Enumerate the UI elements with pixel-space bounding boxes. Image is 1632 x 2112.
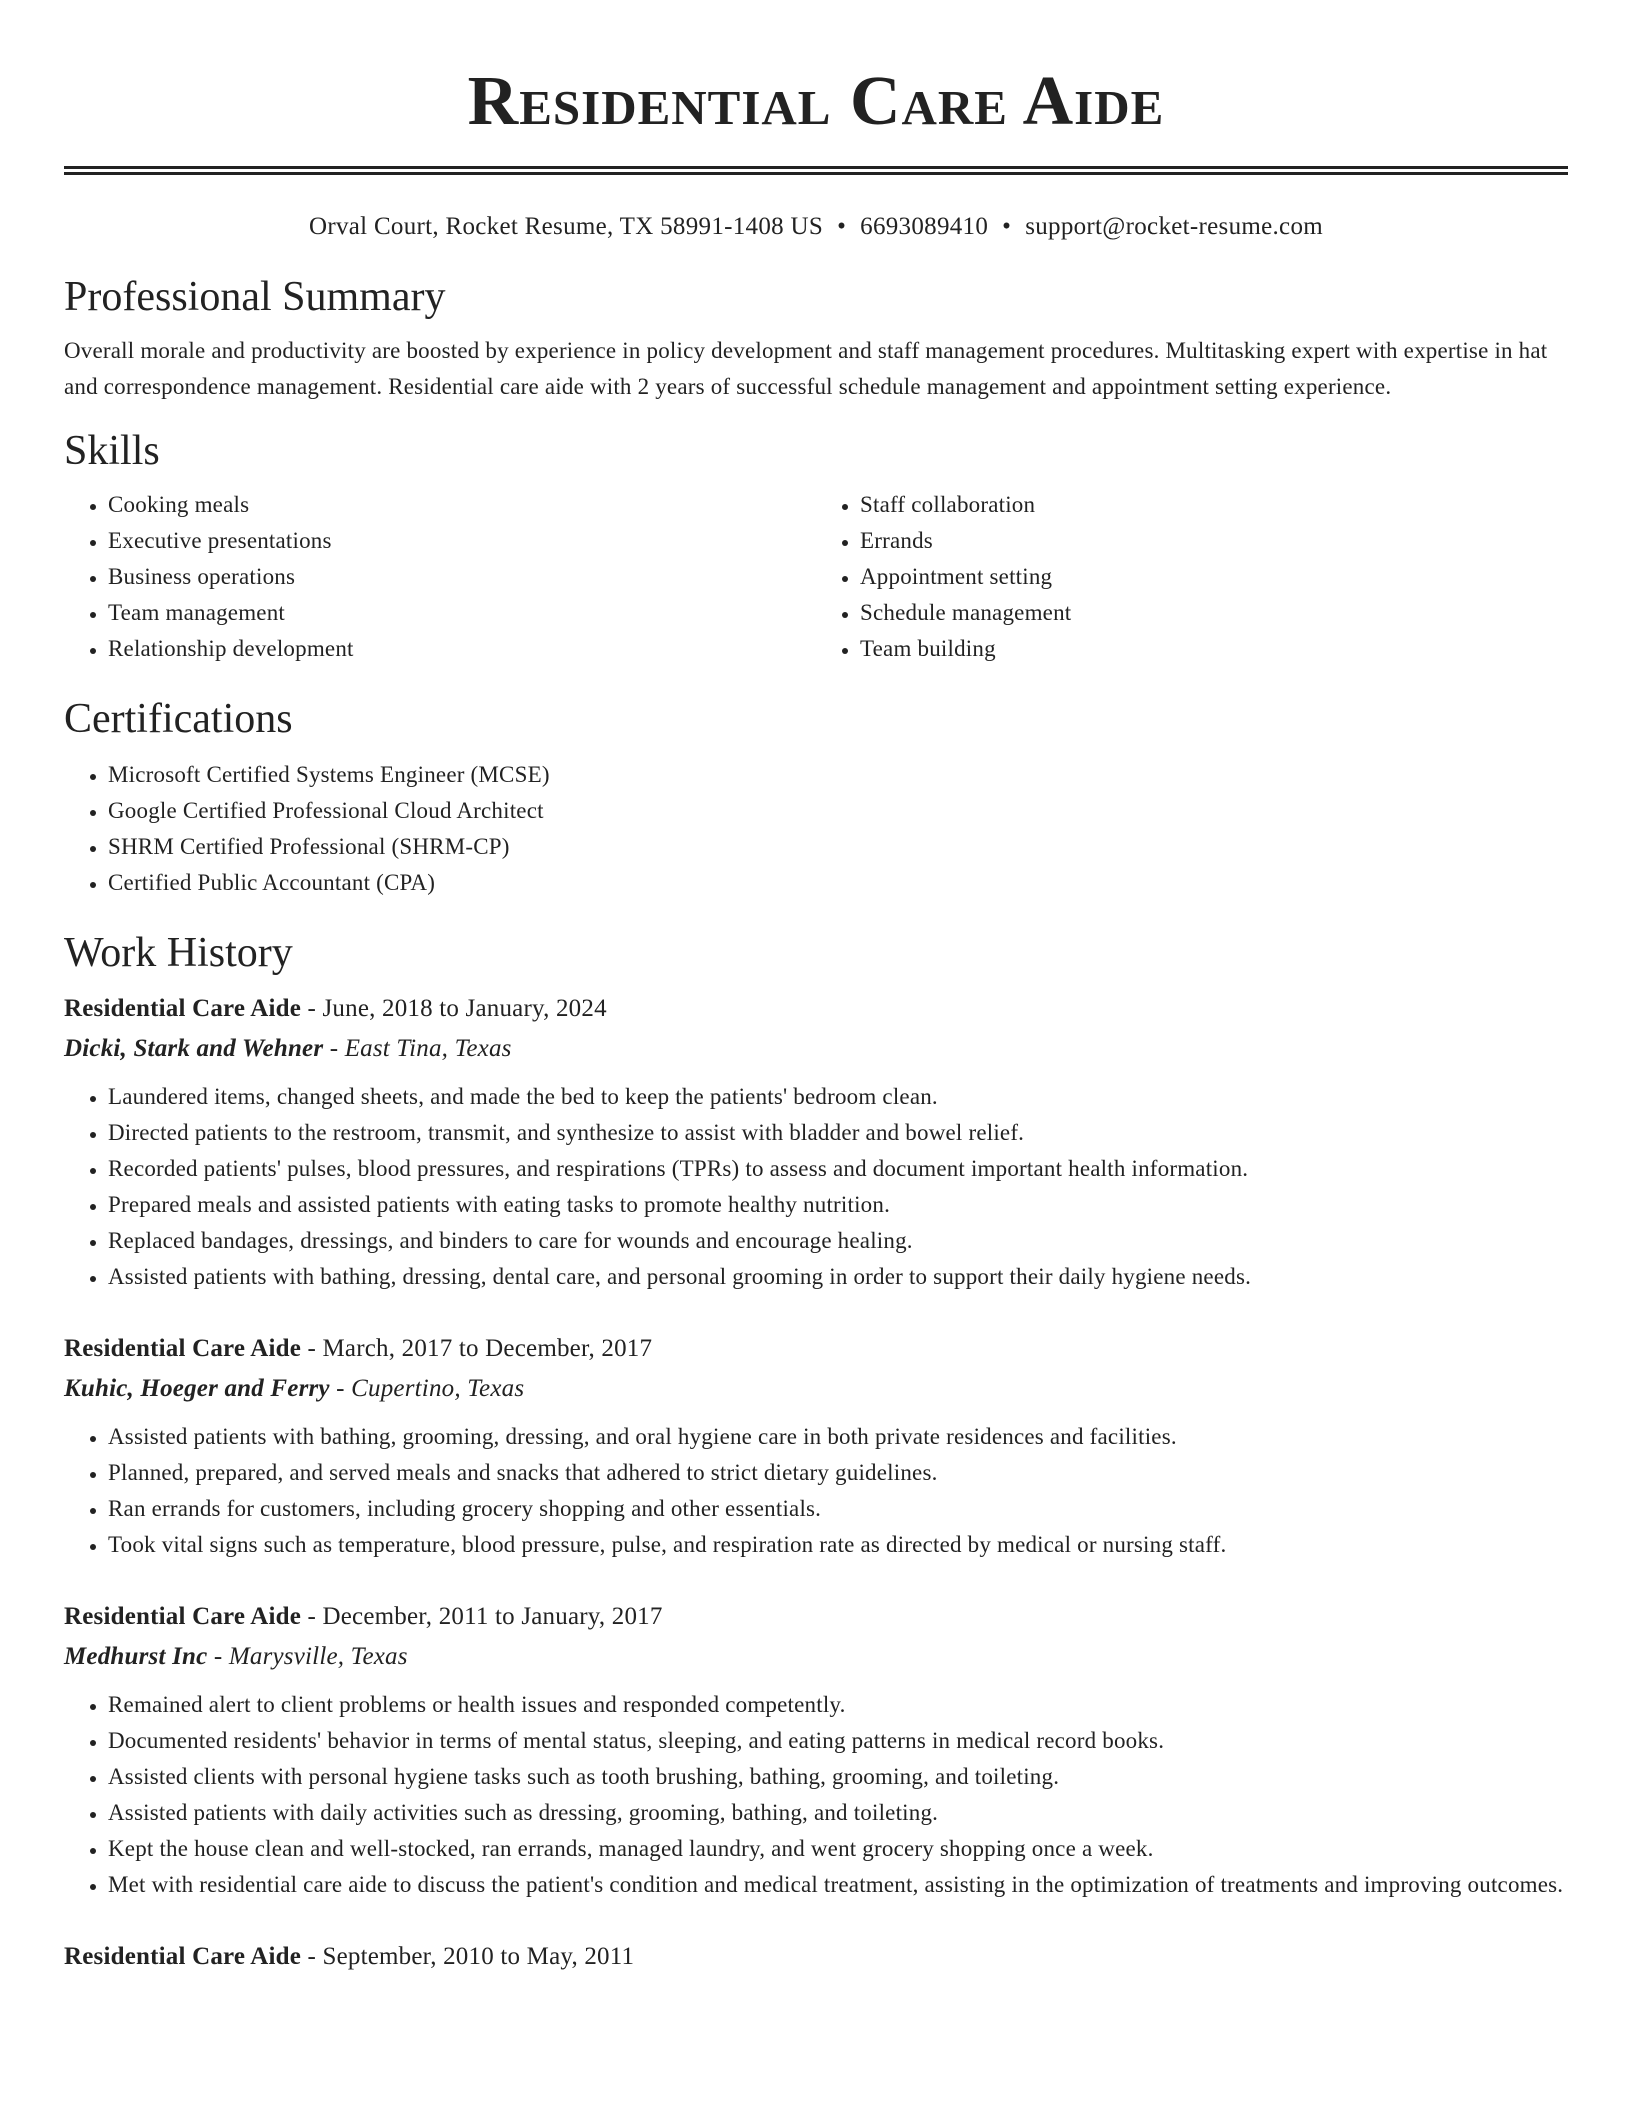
job-role: Residential Care Aide <box>64 1335 302 1362</box>
job-duty: • Replaced bandages, dressings, and binders to care for wounds and encourage healing. <box>108 1223 1568 1259</box>
skill-item: • Errands <box>860 523 1568 559</box>
skills-grid <box>64 487 1568 667</box>
job-entry <box>64 1597 1568 1903</box>
job-employer <box>64 1029 1568 1069</box>
job-entry <box>64 1329 1568 1563</box>
job-duty: • Laundered items, changed sheets, and made the bed to keep the patients' bedroom clean. <box>108 1079 1568 1115</box>
job-heading <box>64 1597 1568 1637</box>
job-location: - East Tina, Texas <box>323 1035 512 1062</box>
job-dates: - December, 2011 to January, 2017 <box>301 1603 663 1630</box>
job-entry <box>64 989 1568 1295</box>
contact-separator: • <box>1002 213 1012 240</box>
job-duty: • Ran errands for customers, including grocery shopping and other essentials. <box>108 1491 1568 1527</box>
job-employer <box>64 1369 1568 1409</box>
job-duty: • Assisted patients with bathing, dressing, dental care, and personal grooming in order to support their daily hygiene needs. <box>108 1259 1568 1295</box>
job-heading <box>64 989 1568 1029</box>
skills-list-right <box>816 487 1568 667</box>
job-duty: • Assisted patients with bathing, grooming, dressing, and oral hygiene care in both private residences and facilities. <box>108 1419 1568 1455</box>
resume-name: Residential Care Aide <box>467 63 1165 140</box>
job-dates: - March, 2017 to December, 2017 <box>301 1335 653 1362</box>
job-company: Dicki, Stark and Wehner <box>64 1035 324 1062</box>
job-duty: • Directed patients to the restroom, transmit, and synthesize to assist with bladder and bowel relief. <box>108 1115 1568 1151</box>
job-entry <box>64 1937 1568 1977</box>
summary-heading: Professional Summary <box>64 274 446 320</box>
skill-item: • Cooking meals <box>108 487 816 523</box>
skill-item: • Team management <box>108 595 816 631</box>
job-duty: • Assisted patients with daily activities such as dressing, grooming, bathing, and toileting. <box>108 1795 1568 1831</box>
job-duties-list <box>64 1687 1568 1903</box>
skill-item: • Business operations <box>108 559 816 595</box>
job-dates: - June, 2018 to January, 2024 <box>301 995 607 1022</box>
job-role: Residential Care Aide <box>64 995 302 1022</box>
skills-list-left <box>64 487 816 667</box>
skill-item: • Staff collaboration <box>860 487 1568 523</box>
job-role: Residential Care Aide <box>64 1603 302 1630</box>
job-duty: • Took vital signs such as temperature, blood pressure, pulse, and respiration rate as directed by medical or nursing staff. <box>108 1527 1568 1563</box>
job-duty: • Planned, prepared, and served meals and snacks that adhered to strict dietary guidelines. <box>108 1455 1568 1491</box>
contact-line <box>64 211 1568 243</box>
contact-phone: 6693089410 <box>860 213 989 240</box>
job-location: - Cupertino, Texas <box>329 1375 525 1402</box>
work-history-heading: Work History <box>64 930 293 976</box>
job-location: - Marysville, Texas <box>207 1643 408 1670</box>
job-company: Medhurst Inc <box>64 1643 208 1670</box>
job-duty: • Kept the house clean and well-stocked, ran errands, managed laundry, and went grocery shopping once a week. <box>108 1831 1568 1867</box>
header-divider <box>64 166 1568 175</box>
certification-item: • Google Certified Professional Cloud Architect <box>108 793 1568 829</box>
certifications-heading: Certifications <box>64 696 293 742</box>
job-duties-list <box>64 1419 1568 1563</box>
skill-item: • Team building <box>860 631 1568 667</box>
skill-item: • Schedule management <box>860 595 1568 631</box>
skill-item: • Appointment setting <box>860 559 1568 595</box>
job-role: Residential Care Aide <box>64 1943 302 1970</box>
job-duty: • Met with residential care aide to discuss the patient's condition and medical treatment, assisting in the optimization of treatments and improving outcomes. <box>108 1867 1568 1903</box>
job-duty: • Recorded patients' pulses, blood pressures, and respirations (TPRs) to assess and document important health information. <box>108 1151 1568 1187</box>
certification-item: • SHRM Certified Professional (SHRM-CP) <box>108 829 1568 865</box>
certifications-list <box>64 757 1568 901</box>
contact-separator: • <box>837 213 847 240</box>
job-company: Kuhic, Hoeger and Ferry <box>64 1375 330 1402</box>
skill-item: • Executive presentations <box>108 523 816 559</box>
certification-item: • Microsoft Certified Systems Engineer (MCSE) <box>108 757 1568 793</box>
skill-item: • Relationship development <box>108 631 816 667</box>
job-employer <box>64 1637 1568 1677</box>
summary-text: Overall morale and productivity are boosted by experience in policy development and staff management procedures. Multitasking expert with expertise in hat and correspondence management. Residential care aide with 2 years of successful schedule management and appointment setting experience. <box>64 338 1548 399</box>
job-duty: • Documented residents' behavior in terms of mental status, sleeping, and eating patterns in medical record books. <box>108 1723 1568 1759</box>
certification-item: • Certified Public Accountant (CPA) <box>108 865 1568 901</box>
job-heading <box>64 1937 1568 1977</box>
contact-address: Orval Court, Rocket Resume, TX 58991-1408 US <box>308 213 824 240</box>
skills-heading: Skills <box>64 428 160 474</box>
job-duties-list <box>64 1079 1568 1295</box>
job-duty: • Assisted clients with personal hygiene tasks such as tooth brushing, bathing, grooming, and toileting. <box>108 1759 1568 1795</box>
job-dates: - September, 2010 to May, 2011 <box>301 1943 635 1970</box>
job-duty: • Prepared meals and assisted patients with eating tasks to promote healthy nutrition. <box>108 1187 1568 1223</box>
job-heading <box>64 1329 1568 1369</box>
job-duty: • Remained alert to client problems or health issues and responded competently. <box>108 1687 1568 1723</box>
contact-email: support@rocket-resume.com <box>1025 213 1323 240</box>
